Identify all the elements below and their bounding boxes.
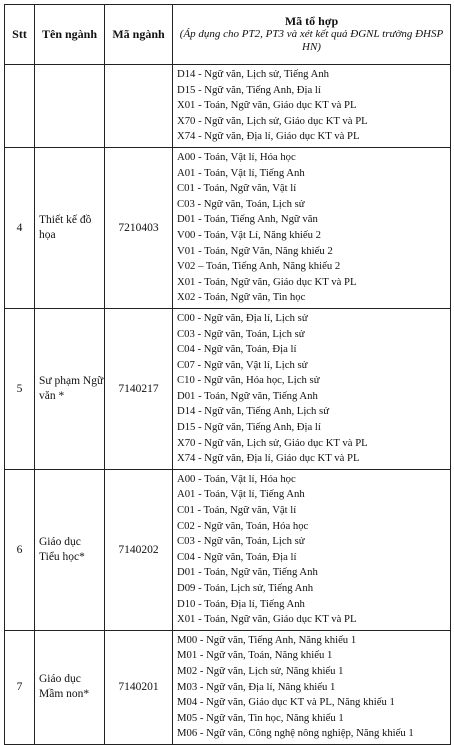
combination-item: M05 - Ngữ văn, Tin học, Năng khiếu 1 bbox=[177, 711, 344, 724]
header-combination-title: Mã tổ hợp bbox=[284, 14, 339, 28]
combination-item: X01 - Toán, Ngữ văn, Giáo dục KT và PL bbox=[177, 613, 357, 626]
combination-item: X02 - Toán, Ngữ văn, Tin học bbox=[177, 291, 306, 304]
combination-item: C04 - Ngữ văn, Toán, Địa lí bbox=[177, 550, 297, 563]
combination-item: X01 - Toán, Ngữ văn, Giáo dục KT và PL bbox=[177, 99, 357, 112]
combination-item: X01 - Toán, Ngữ văn, Giáo dục KT và PL bbox=[177, 275, 357, 288]
combination-item: V00 - Toán, Vật Lí, Năng khiếu 2 bbox=[177, 228, 322, 241]
row-major-code: 7210403 bbox=[105, 147, 173, 308]
combination-item: X74 - Ngữ văn, Địa lí, Giáo dục KT và PL bbox=[177, 130, 360, 143]
combination-item: D01 - Toán, Ngữ văn, Tiếng Anh bbox=[177, 566, 318, 579]
combination-item: C03 - Ngữ văn, Toán, Lịch sử bbox=[177, 197, 305, 210]
combination-item: M00 - Ngữ văn, Tiếng Anh, Năng khiếu 1 bbox=[177, 633, 357, 646]
table-row bbox=[5, 630, 451, 744]
row-combination-list bbox=[173, 630, 451, 744]
combination-item: D10 - Toán, Địa lí, Tiếng Anh bbox=[177, 597, 305, 610]
row-combination-list bbox=[173, 469, 451, 630]
combination-item: D01 - Toán, Tiếng Anh, Ngữ văn bbox=[177, 213, 318, 226]
combination-item: X70 - Ngữ văn, Lịch sử, Giáo dục KT và PL bbox=[177, 436, 368, 449]
row-combination-list bbox=[173, 65, 451, 148]
combination-item: D14 - Ngữ văn, Lịch sử, Tiếng Anh bbox=[177, 68, 330, 80]
combination-item: C01 - Toán, Ngữ văn, Vật lí bbox=[177, 504, 297, 517]
header-combination bbox=[173, 5, 451, 65]
combination-item: M02 - Ngữ văn, Lịch sử, Năng khiếu 1 bbox=[177, 664, 344, 677]
row-combination-list bbox=[173, 147, 451, 308]
combination-item: D09 - Toán, Lịch sử, Tiếng Anh bbox=[177, 582, 314, 594]
combination-item: D15 - Ngữ văn, Tiếng Anh, Địa lí bbox=[177, 83, 321, 96]
table-row bbox=[5, 147, 451, 308]
combination-item: C04 - Ngữ văn, Toán, Địa lí bbox=[177, 343, 297, 356]
combination-item: C03 - Ngữ văn, Toán, Lịch sử bbox=[177, 535, 305, 548]
combination-item: A00 - Toán, Vật lí, Hóa học bbox=[177, 472, 296, 485]
combination-item: M04 - Ngữ văn, Giáo dục KT và PL, Năng khiếu 1 bbox=[177, 696, 395, 709]
combination-item: C10 - Ngữ văn, Hóa học, Lịch sử bbox=[177, 374, 320, 387]
row-major-name bbox=[35, 65, 105, 148]
table-row bbox=[5, 469, 451, 630]
header-combination-subtitle: (Áp dụng cho PT2, PT3 và xét kết quả ĐGNL trường ĐHSP HN) bbox=[179, 28, 444, 53]
combination-item: A01 - Toán, Vật lí, Tiếng Anh bbox=[177, 166, 305, 179]
table-header-row bbox=[5, 5, 451, 65]
row-major-code: 7140201 bbox=[105, 630, 173, 744]
combination-item: C03 - Ngữ văn, Toán, Lịch sử bbox=[177, 327, 305, 340]
row-major-code bbox=[105, 65, 173, 148]
combination-item: X74 - Ngữ văn, Địa lí, Giáo dục KT và PL bbox=[177, 452, 360, 465]
combination-item: M06 - Ngữ văn, Công nghệ nông nghiệp, Năng khiếu 1 bbox=[177, 727, 414, 740]
row-major-code: 7140217 bbox=[105, 308, 173, 469]
row-major-name: Thiết kế đồ họa bbox=[35, 147, 105, 308]
row-major-name: Giáo dục Tiểu học* bbox=[35, 469, 105, 630]
admission-combination-table bbox=[4, 4, 451, 745]
table-body bbox=[5, 65, 451, 745]
row-major-code: 7140202 bbox=[105, 469, 173, 630]
row-stt: 7 bbox=[5, 630, 35, 744]
row-stt: 4 bbox=[5, 147, 35, 308]
row-combination-list bbox=[173, 308, 451, 469]
combination-item: A01 - Toán, Vật lí, Tiếng Anh bbox=[177, 488, 305, 501]
header-major-code: Mã ngành bbox=[105, 5, 173, 65]
combination-item: M01 - Ngữ văn, Toán, Năng khiếu 1 bbox=[177, 649, 333, 662]
table-row bbox=[5, 308, 451, 469]
row-stt bbox=[5, 65, 35, 148]
combination-item: C07 - Ngữ văn, Vật lí, Lịch sử bbox=[177, 358, 308, 371]
header-major-name: Tên ngành bbox=[35, 5, 105, 65]
combination-item: V02 – Toán, Tiếng Anh, Năng khiếu 2 bbox=[177, 260, 341, 273]
combination-item: D01 - Toán, Ngữ văn, Tiếng Anh bbox=[177, 389, 318, 402]
header-stt: Stt bbox=[5, 5, 35, 65]
combination-item: D15 - Ngữ văn, Tiếng Anh, Địa lí bbox=[177, 421, 321, 434]
table-row bbox=[5, 65, 451, 148]
row-stt: 5 bbox=[5, 308, 35, 469]
row-major-name: Sư phạm Ngữ văn * bbox=[35, 308, 105, 469]
combination-item: A00 - Toán, Vật lí, Hóa học bbox=[177, 150, 296, 163]
combination-item: C02 - Ngữ văn, Toán, Hóa học bbox=[177, 519, 309, 532]
combination-item: D14 - Ngữ văn, Tiếng Anh, Lịch sử bbox=[177, 405, 330, 418]
combination-item: X70 - Ngữ văn, Lịch sử, Giáo dục KT và PL bbox=[177, 114, 368, 127]
combination-item: C00 - Ngữ văn, Địa lí, Lịch sử bbox=[177, 311, 308, 324]
row-major-name: Giáo dục Mầm non* bbox=[35, 630, 105, 744]
combination-item: M03 - Ngữ văn, Địa lí, Năng khiếu 1 bbox=[177, 680, 336, 693]
row-stt: 6 bbox=[5, 469, 35, 630]
combination-item: C01 - Toán, Ngữ văn, Vật lí bbox=[177, 182, 297, 195]
combination-item: V01 - Toán, Ngữ Văn, Năng khiếu 2 bbox=[177, 244, 333, 257]
